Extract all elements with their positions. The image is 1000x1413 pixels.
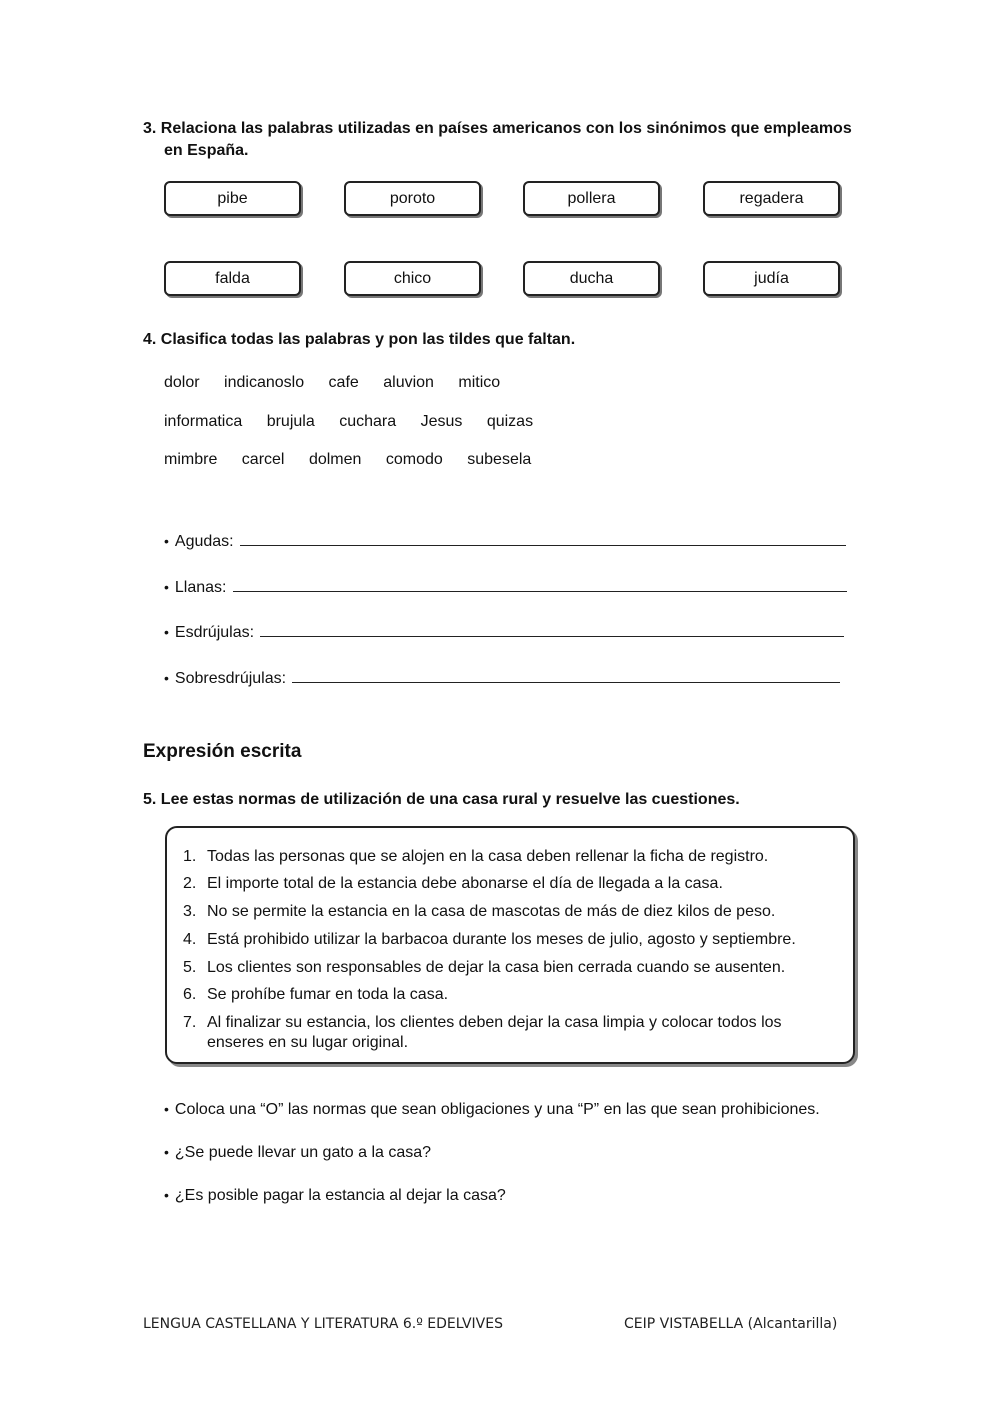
- word-box-ducha[interactable]: [523, 261, 660, 296]
- question-3-title: [143, 118, 852, 162]
- word-item: quizas: [486, 413, 534, 430]
- category-esdrujulas: [164, 622, 844, 642]
- category-label: Agudas:: [174, 533, 234, 550]
- bullet-icon: •: [164, 1101, 169, 1117]
- question-3-title-line1: 3. Relaciona las palabras utilizadas en países americanos con los sinónimos que empleamos: [143, 120, 852, 137]
- rule-item: [183, 958, 823, 978]
- word-item: brujula: [266, 413, 315, 430]
- question-item: [164, 1187, 506, 1205]
- bullet-icon: •: [164, 624, 169, 640]
- question-item: [164, 1144, 431, 1162]
- word-list-row: [164, 451, 545, 469]
- word-item: mimbre: [164, 451, 218, 468]
- category-agudas: [164, 531, 846, 551]
- bullet-icon: •: [164, 533, 169, 549]
- word-item: mitico: [458, 374, 501, 391]
- answer-line-agudas[interactable]: [240, 531, 846, 546]
- rule-number: 2.: [183, 875, 197, 892]
- rule-text: Se prohíbe fumar en toda la casa.: [207, 986, 449, 1003]
- rule-item: [183, 930, 823, 950]
- word-item: cafe: [328, 374, 359, 391]
- word-label: poroto: [389, 189, 436, 207]
- word-item: dolmen: [308, 451, 362, 468]
- word-list-row: [164, 374, 514, 392]
- rule-item: [183, 1013, 823, 1053]
- word-item: aluvion: [383, 374, 434, 391]
- word-label: judía: [754, 269, 789, 287]
- rule-item: [183, 847, 823, 867]
- rule-number: 6.: [183, 986, 197, 1003]
- question-text: ¿Es posible pagar la estancia al dejar la casa?: [174, 1187, 506, 1204]
- word-box-chico[interactable]: [344, 261, 481, 296]
- category-sobresdrujulas: [164, 668, 840, 688]
- bullet-icon: •: [164, 1187, 169, 1203]
- rule-text: No se permite la estancia en la casa de mascotas de más de diez kilos de peso.: [207, 903, 776, 920]
- word-label: regadera: [739, 189, 804, 207]
- rule-number: 7.: [183, 1014, 197, 1031]
- rule-text: Los clientes son responsables de dejar la casa bien cerrada cuando se ausenten.: [207, 959, 786, 976]
- answer-line-esdrujulas[interactable]: [260, 622, 844, 637]
- question-5-title: 5. Lee estas normas de utilización de una casa rural y resuelve las cuestiones.: [143, 791, 740, 808]
- rule-number: 1.: [183, 848, 197, 865]
- rule-text: Al finalizar su estancia, los clientes deben dejar la casa limpia y colocar todos los enseres en su lugar original.: [207, 1014, 782, 1051]
- rule-number: 3.: [183, 903, 197, 920]
- section-title: Expresión escrita: [143, 741, 302, 762]
- word-box-pibe[interactable]: [164, 181, 301, 216]
- rule-item: [183, 902, 823, 922]
- word-item: cuchara: [339, 413, 397, 430]
- word-item: informatica: [164, 413, 243, 430]
- word-list-row: [164, 413, 547, 431]
- word-box-pollera[interactable]: [523, 181, 660, 216]
- rules-box: [165, 826, 855, 1064]
- category-label: Esdrújulas:: [174, 624, 255, 641]
- question-4-title: 4. Clasifica todas las palabras y pon las tildes que faltan.: [143, 331, 576, 348]
- rule-number: 5.: [183, 959, 197, 976]
- word-item: dolor: [164, 374, 200, 391]
- word-label: ducha: [569, 269, 614, 287]
- question-text: ¿Se puede llevar un gato a la casa?: [174, 1144, 432, 1161]
- word-item: comodo: [385, 451, 443, 468]
- question-item: [164, 1101, 820, 1119]
- bullet-icon: •: [164, 579, 169, 595]
- word-label: chico: [393, 269, 432, 287]
- footer-left: LENGUA CASTELLANA Y LITERATURA 6.º EDELVIVES: [143, 1316, 503, 1332]
- rule-text: Todas las personas que se alojen en la casa deben rellenar la ficha de registro.: [207, 848, 769, 865]
- word-box-judia[interactable]: [703, 261, 840, 296]
- word-box-regadera[interactable]: [703, 181, 840, 216]
- bullet-icon: •: [164, 1144, 169, 1160]
- rule-text: Está prohibido utilizar la barbacoa durante los meses de julio, agosto y septiembre.: [207, 931, 796, 948]
- footer-right: CEIP VISTABELLA (Alcantarilla): [624, 1316, 838, 1332]
- rule-item: [183, 874, 823, 894]
- rule-number: 4.: [183, 931, 197, 948]
- answer-line-sobresdrujulas[interactable]: [292, 668, 840, 683]
- word-item: indicanoslo: [224, 374, 305, 391]
- word-box-falda[interactable]: [164, 261, 301, 296]
- category-label: Llanas:: [174, 579, 227, 596]
- answer-line-llanas[interactable]: [233, 577, 847, 592]
- word-item: subesela: [467, 451, 532, 468]
- word-label: pibe: [217, 189, 248, 207]
- word-box-poroto[interactable]: [344, 181, 481, 216]
- question-3-title-line2: en España.: [164, 142, 249, 159]
- category-label: Sobresdrújulas:: [174, 670, 287, 687]
- rule-text: El importe total de la estancia debe abonarse el día de llegada a la casa.: [207, 875, 723, 892]
- question-text: Coloca una “O” las normas que sean obligaciones y una “P” en las que sean prohibiciones.: [174, 1101, 820, 1118]
- word-label: pollera: [567, 189, 616, 207]
- word-item: carcel: [241, 451, 285, 468]
- bullet-icon: •: [164, 670, 169, 686]
- category-llanas: [164, 577, 847, 597]
- rule-item: [183, 985, 823, 1005]
- word-item: Jesus: [420, 413, 463, 430]
- word-label: falda: [215, 269, 250, 287]
